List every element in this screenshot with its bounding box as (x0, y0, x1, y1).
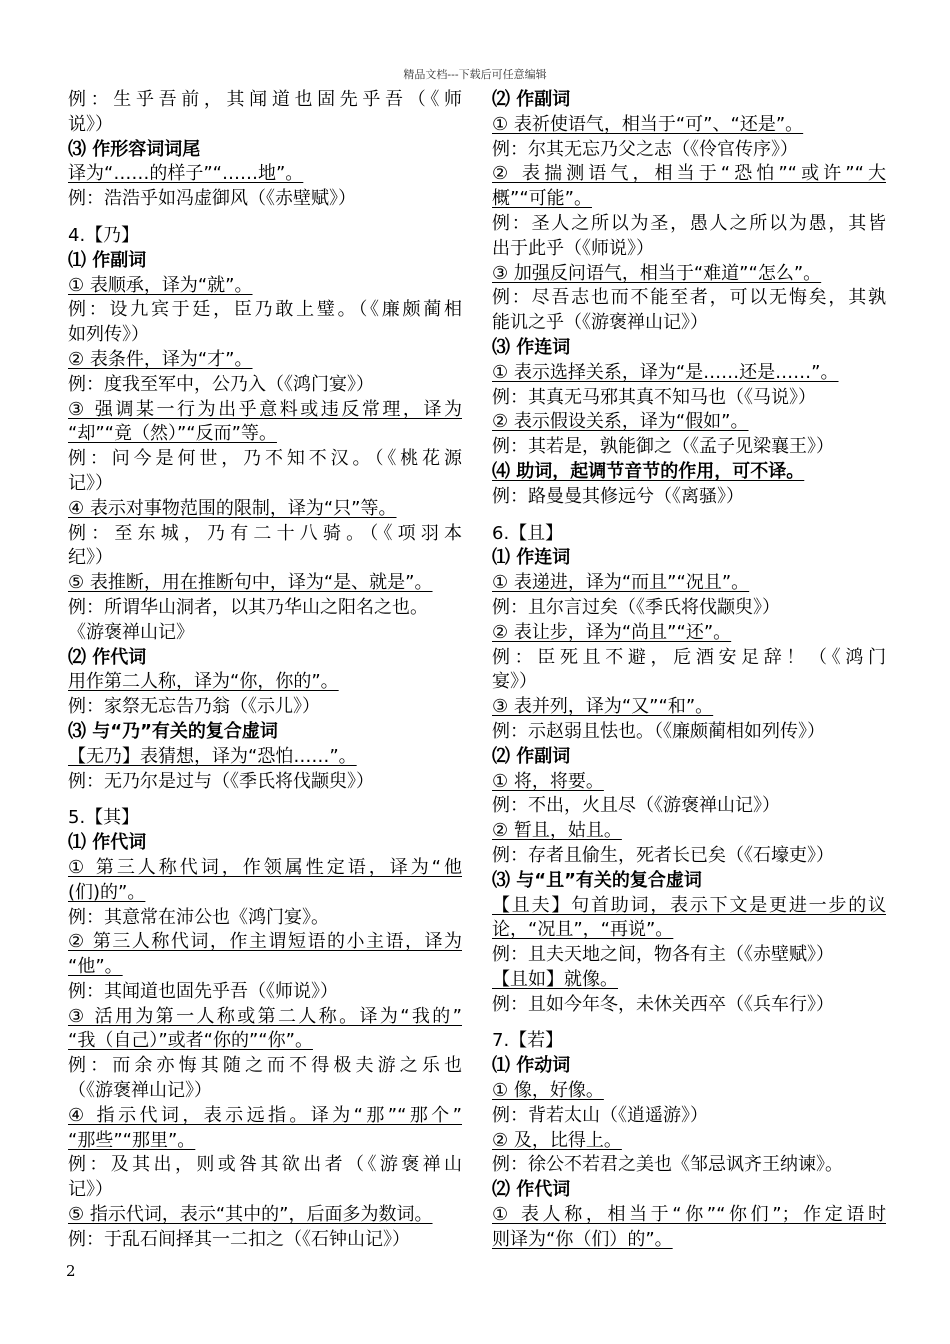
subheading-line: ⑴ 作连词 (492, 547, 571, 569)
subheading-line: ⑵ 作代词 (68, 646, 147, 668)
subheading-line: ⑵ 作代词 (492, 1179, 571, 1201)
definition-line: ⑤ 表推断，用在推断句中，译为“是、就是”。 (68, 572, 433, 594)
definition-line: ① 表示选择关系，译为“是……还是……”。 (492, 361, 839, 383)
example-line: 例：其意常在沛公也《鸿门宴》。 (68, 906, 329, 928)
example-line: 例：所谓华山洞者，以其乃华山之阳名之也。 (68, 596, 428, 618)
definition-line: “却”“竟（然）”“反而”等。 (68, 423, 277, 445)
text-line: 宴》） (492, 671, 537, 693)
text-line: 如列传》） (68, 324, 149, 346)
definition-line: ⑤ 指示代词，表示“其中的”，后面多为数词。 (68, 1204, 433, 1226)
section-heading: 4.【乃】 (68, 224, 140, 246)
subheading-line: ⑶ 作形容词词尾 (68, 138, 201, 160)
example-line: 例：至东城，乃有二十八骑。（《项羽本 (68, 522, 462, 544)
example-line: 例：背若太山（《逍遥游》） (492, 1104, 708, 1126)
text-line: 记》） (68, 472, 113, 494)
section-gap (492, 1017, 886, 1029)
definition-line: ① 表人称，相当于“你”“你们”；作定语时 (492, 1204, 886, 1226)
definition-line: 论，“况且”，“再说”。 (492, 919, 674, 941)
section-heading: 7.【若】 (492, 1030, 564, 1052)
definition-line: ④ 表示对事物范围的限制，译为“只”等。 (68, 497, 397, 519)
example-line: 例：及其出，则或咎其欲出者（《游褒禅山 (68, 1154, 462, 1176)
example-line: 例：存者且偷生，死者长已矣（《石壕吏》） (492, 844, 834, 866)
example-line: 例：问今是何世，乃不知不汉。（《桃花源 (68, 448, 462, 470)
definition-line: ① 表递进，译为“而且”“况且”。 (492, 572, 750, 594)
section-heading: 5.【其】 (68, 807, 140, 829)
definition-line: “他”。 (68, 956, 123, 978)
definition-line: 则译为“你（们）的”。 (492, 1228, 673, 1250)
subheading-line: ⑶ 与“乃”有关的复合虚词 (68, 720, 278, 742)
example-line: 例：尔其无忘乃父之志（《伶官传序》） (492, 138, 798, 160)
subheading-line: ⑵ 作副词 (492, 745, 571, 767)
definition-line: “我（自己）”或者“你的”“你”。 (68, 1030, 313, 1052)
section-gap (68, 794, 462, 806)
example-line: 例：设九宾于廷，臣乃敢上璧。（《廉颇蔺相 (68, 299, 462, 321)
definition-line: ② 第三人称代词，作主谓短语的小主语，译为 (68, 931, 462, 953)
left-column (68, 88, 462, 1253)
definition-line: ① 像，好像。 (492, 1080, 604, 1102)
definition-line: 译为“……的样子”“……地”。 (68, 163, 304, 185)
section-gap (492, 510, 886, 522)
text-line: 纪》） (68, 547, 113, 569)
text-line: 能讥之乎（《游褒禅山记》） (492, 312, 708, 334)
example-line: 例：且尔言过矣（《季氏将伐颛臾》） (492, 596, 780, 618)
subheading-line: ⑴ 作代词 (68, 832, 147, 854)
definition-line: ③ 强调某一行为出乎意料或违反常理，译为 (68, 398, 462, 420)
definition-line: ② 表揣测语气，相当于“恐怕”“或许”“大 (492, 163, 886, 185)
text-line: 《游褒禅山记》 (68, 621, 194, 643)
definition-line: “那些”“那里”。 (68, 1129, 196, 1151)
subheading-line: ⑵ 作副词 (492, 89, 571, 110)
text-line: 记》） (68, 1179, 113, 1201)
page-header: 精品文档---下载后可任意编辑 (403, 68, 547, 81)
definition-line: ② 表示假设关系，译为“假如”。 (492, 411, 749, 433)
example-line: 例：度我至军中，公乃入（《鸿门宴》） (68, 373, 374, 395)
text-line: 出于此乎（《师说》） (492, 237, 654, 259)
text-line: （《游褒禅山记》） (68, 1080, 212, 1102)
subheading-line: ⑶ 作连词 (492, 336, 571, 358)
definition-line: ② 表让步，译为“尚且”“还”。 (492, 621, 732, 643)
definition-line: ③ 活用为第一人称或第二人称。译为“我的” (68, 1005, 462, 1027)
definition-line: ① 将，将要。 (492, 770, 604, 792)
definition-line: ② 暂且，姑且。 (492, 820, 622, 842)
definition-line: 【无乃】表猜想，译为“恐怕……”。 (68, 745, 357, 767)
text-line: 说》） (68, 113, 113, 135)
example-line: 例：且夫天地之间，物各有主（《赤壁赋》） (492, 944, 834, 966)
example-line: 例：其若是，孰能御之（《孟子见梁襄王》） (492, 436, 834, 458)
example-line: 例：圣人之所以为圣，愚人之所以为愚，其皆 (492, 212, 886, 234)
example-line: 例：尽吾志也而不能至者，可以无悔矣，其孰 (492, 287, 886, 309)
definition-line: ① 表祈使语气，相当于“可”、“还是”。 (492, 113, 804, 135)
example-line: 例：示赵弱且怯也。（《廉颇蔺相如列传》） (492, 720, 825, 742)
subheading-line: ⑴ 作动词 (492, 1055, 571, 1077)
example-line: 例：于乱石间择其一二扣之（《石钟山记》） (68, 1228, 410, 1250)
example-line: 例：其真无马邪其真不知马也（《马说》） (492, 386, 816, 408)
example-line: 例：浩浩乎如冯虚御风（《赤壁赋》） (68, 188, 356, 210)
page-number: 2 (66, 1262, 76, 1280)
definition-line: ⑷ 助词，起调节音节的作用，可不译。 (492, 460, 805, 482)
definition-line: ② 表条件，译为“才”。 (68, 348, 253, 370)
example-line: 例：不出，火且尽（《游褒禅山记》） (492, 795, 780, 817)
definition-line: (们)的”。 (68, 881, 146, 903)
definition-line: 用作第二人称，译为“你，你的”。 (68, 671, 339, 693)
subheading-line: ⑶ 与“且”有关的复合虚词 (492, 869, 702, 891)
example-line: 例：徐公不若君之美也《邹忌讽齐王纳谏》。 (492, 1154, 843, 1176)
section-heading: 6.【且】 (492, 522, 564, 544)
example-line: 例：其闻道也固先乎吾（《师说》） (68, 980, 338, 1002)
example-line: 例：家祭无忘告乃翁（《示儿》） (68, 696, 320, 718)
definition-line: ① 表顺承，译为“就”。 (68, 274, 253, 296)
example-line: 例：臣死且不避，卮酒安足辞！（《鸿门 (492, 646, 886, 668)
definition-line: 【且夫】句首助词，表示下文是更进一步的议 (492, 894, 886, 916)
subheading-line: ⑴ 作副词 (68, 249, 147, 271)
example-line: 例：路曼曼其修远兮（《离骚》） (492, 485, 744, 507)
definition-line: ② 及，比得上。 (492, 1129, 622, 1151)
right-column (492, 88, 886, 1253)
definition-line: ④ 指示代词，表示远指。译为“那”“那个” (68, 1104, 462, 1126)
example-line: 例：且如今年冬，未休关西卒（《兵车行》） (492, 993, 834, 1015)
definition-line: ③ 表并列，译为“又”“和”。 (492, 696, 714, 718)
example-line: 例：无乃尔是过与（《季氏将伐颛臾》） (68, 770, 374, 792)
example-line: 例：生乎吾前，其闻道也固先乎吾（《师 (68, 89, 462, 110)
definition-line: 【且如】就像。 (492, 968, 618, 990)
example-line: 例：而余亦悔其随之而不得极夫游之乐也 (68, 1055, 462, 1077)
definition-line: 概”“可能”。 (492, 188, 592, 210)
section-gap (68, 212, 462, 224)
definition-line: ① 第三人称代词，作领属性定语，译为“他 (68, 856, 462, 878)
definition-line: ③ 加强反问语气，相当于“难道”“怎么”。 (492, 262, 822, 284)
